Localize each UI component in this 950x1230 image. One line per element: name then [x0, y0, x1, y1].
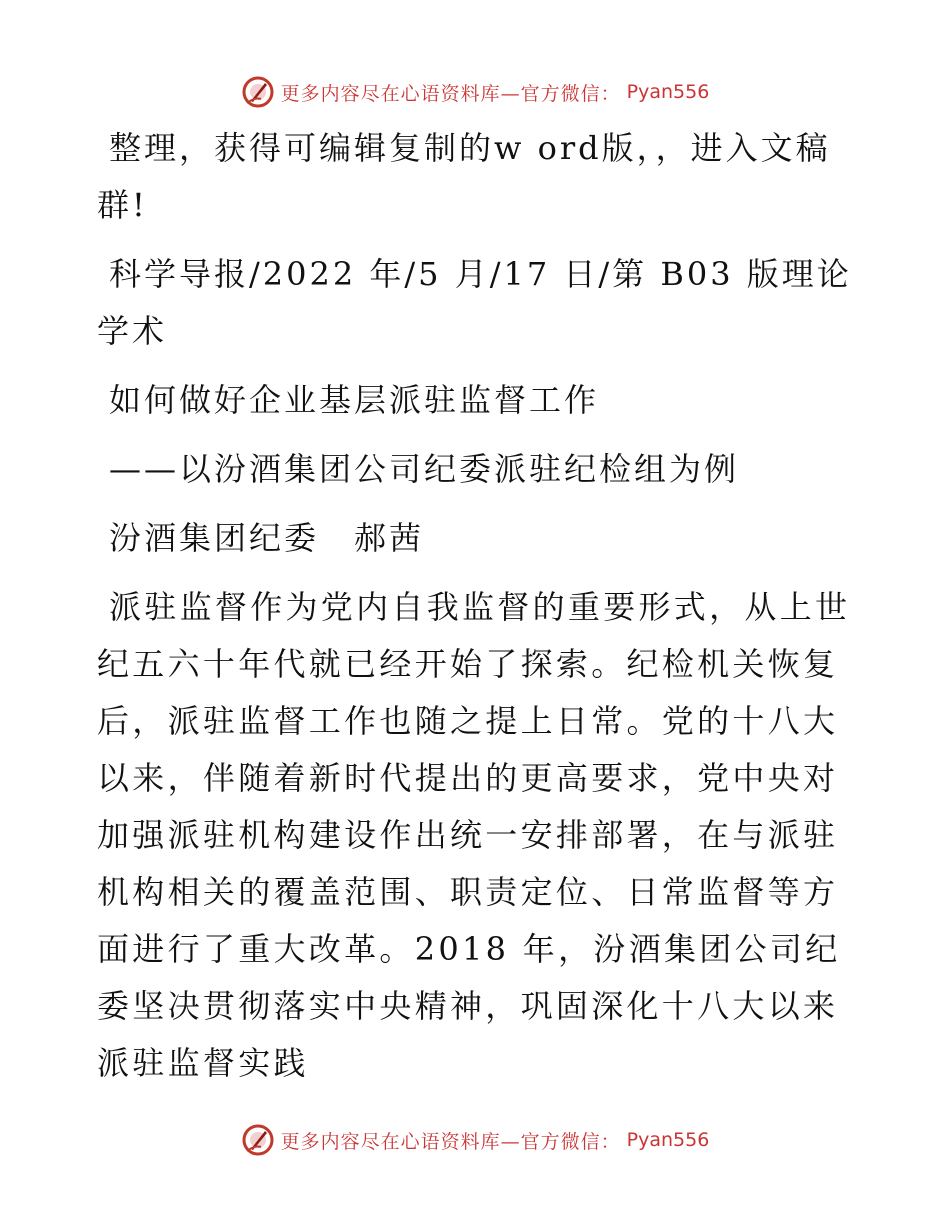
watermark-contact: Pyan556: [626, 81, 710, 103]
document-body: [97, 120, 857, 1104]
header-watermark: [0, 72, 950, 112]
body-paragraph: 派驻监督作为党内自我监督的重要形式，从上世纪五六十年代就已经开始了探索。纪检机关恢复后，派驻监督工作也随之提上日常。党的十八大以来，伴随着新时代提出的更高要求，党中央对加强派驻机构建设作出统一安排部署，在与派驻机构相关的覆盖范围、职责定位、日常监督等方面进行了重大改革。2018 年，汾酒集团公司纪委坚决贯彻落实中央精神，巩固深化十八大以来派驻监督实践: [97, 588, 851, 1082]
quill-circle-icon: [241, 1123, 275, 1157]
source-line: 科学导报/2022 年/5 月/17 日/第 B03 版理论学术: [97, 255, 852, 350]
article-title: 如何做好企业基层派驻监督工作: [109, 381, 600, 419]
intro-note: 整理，获得可编辑复制的w ord版，，进入文稿群!: [97, 129, 831, 224]
article-subtitle: ——以汾酒集团公司纪委派驻纪检组为例: [109, 450, 740, 488]
footer-watermark: [0, 1120, 950, 1160]
watermark-contact: Pyan556: [626, 1129, 710, 1151]
watermark-text: 更多内容尽在心语资料库—官方微信：: [280, 1130, 621, 1153]
quill-circle-icon: [241, 75, 275, 109]
watermark-text: 更多内容尽在心语资料库—官方微信：: [280, 82, 621, 105]
author-line: 汾酒集团纪委 郝茜: [109, 519, 425, 557]
